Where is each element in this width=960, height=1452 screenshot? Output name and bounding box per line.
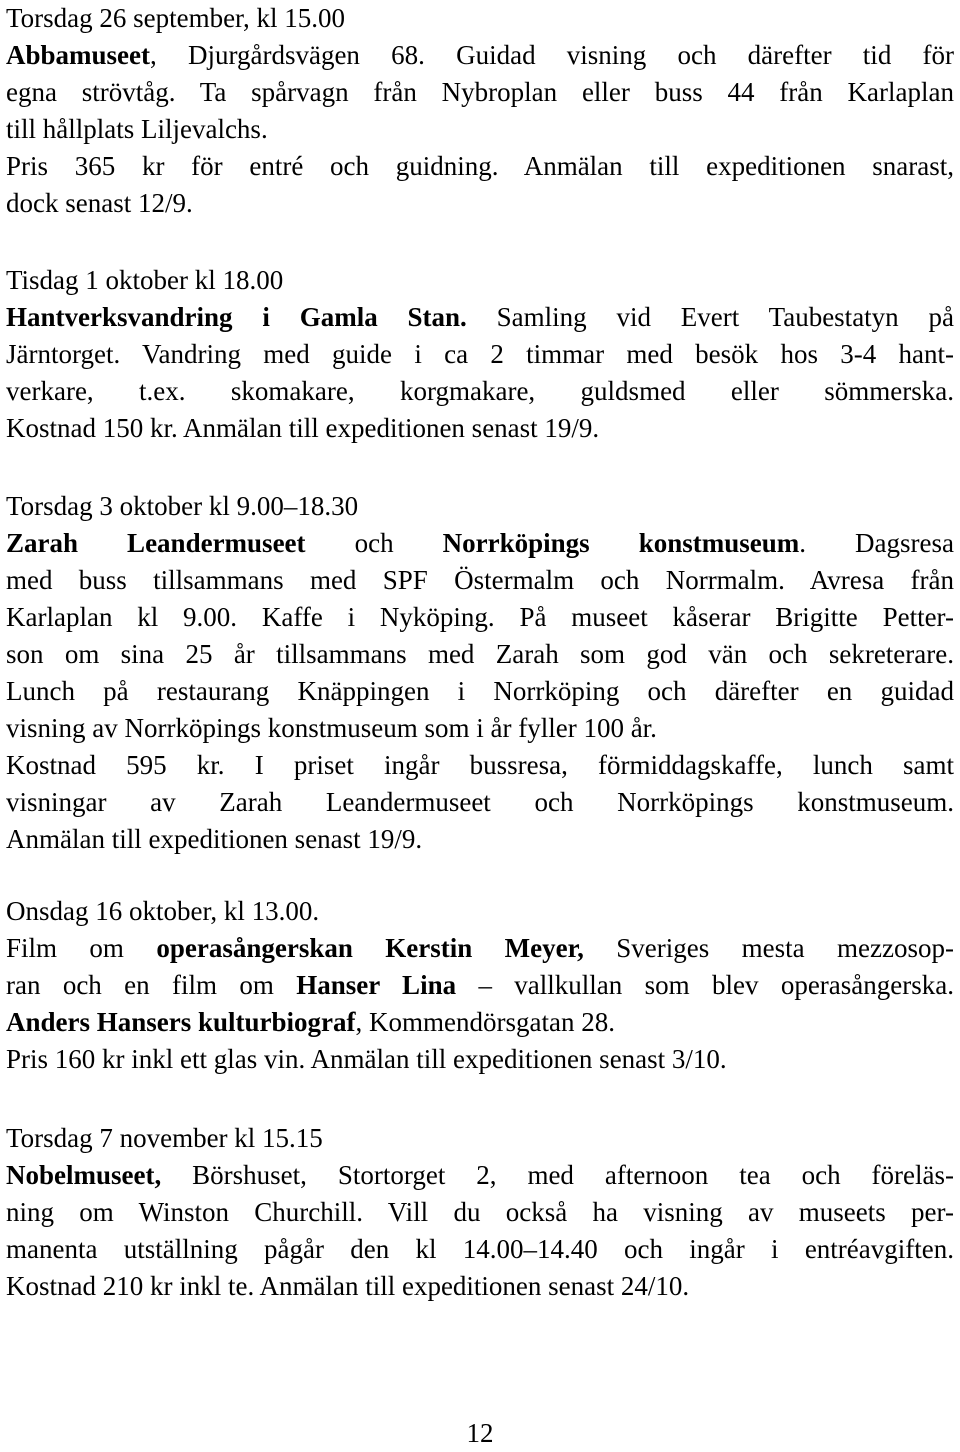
event-text-line: dock senast 12/9. bbox=[6, 188, 193, 218]
event-text-line: med buss tillsammans med SPF Östermalm och Norrmalm. Avresa från bbox=[6, 565, 954, 595]
event-text-line: till hållplats Liljevalchs. bbox=[6, 114, 268, 144]
event-date: Tisdag 1 oktober kl 18.00 bbox=[6, 265, 284, 295]
event-text-line: Kostnad 595 kr. I priset ingår bussresa, förmiddagskaffe, lunch samt bbox=[6, 750, 954, 780]
event-text-line: Anders Hansers kulturbiograf, Kommendörsgatan 28. bbox=[6, 1007, 615, 1037]
page-number: 12 bbox=[466, 1418, 494, 1448]
event-date: Torsdag 26 september, kl 15.00 bbox=[6, 3, 345, 33]
event-text-line: Kostnad 210 kr inkl te. Anmälan till expeditionen senast 24/10. bbox=[6, 1271, 690, 1301]
event-text-line: Hantverksvandring i Gamla Stan. Samling vid Evert Taubestatyn på bbox=[6, 302, 954, 332]
event-place: Norrköpings konstmuseum bbox=[442, 528, 800, 558]
event-text-line: son om sina 25 år tillsammans med Zarah som god vän och sekreterare. bbox=[6, 639, 954, 669]
event-title: operasångerskan Kerstin Meyer, bbox=[156, 933, 584, 963]
event-date: Torsdag 7 november kl 15.15 bbox=[6, 1123, 323, 1153]
event-text-line: Anmälan till expeditionen senast 19/9. bbox=[6, 824, 423, 854]
event-text-line: manenta utställning pågår den kl 14.00–14.40 och ingår i entréavgiften. bbox=[6, 1234, 954, 1264]
event-place: Zarah Leandermuseet bbox=[6, 528, 306, 558]
event-text-line: visningar av Zarah Leandermuseet och Norrköpings konstmuseum. bbox=[6, 787, 954, 817]
event-title: Hanser Lina bbox=[296, 970, 457, 1000]
event-text-line: ran och en film om Hanser Lina – vallkullan som blev operasångerska. bbox=[6, 970, 954, 1000]
event-text-line: verkare, t.ex. skomakare, korgmakare, guldsmed eller sömmerska. bbox=[6, 376, 954, 406]
event-text-line: Lunch på restaurang Knäppingen i Norrköping och därefter en guidad bbox=[6, 676, 954, 706]
event-text-line: Pris 365 kr för entré och guidning. Anmälan till expeditionen snarast, bbox=[6, 151, 954, 181]
event-title: Hantverksvandring i Gamla Stan. bbox=[6, 302, 467, 332]
event-text-line: Kostnad 150 kr. Anmälan till expeditionen senast 19/9. bbox=[6, 413, 600, 443]
event-place: Nobelmuseet, bbox=[6, 1160, 162, 1190]
event-text-line: Film om operasångerskan Kerstin Meyer, Sveriges mesta mezzosop- bbox=[6, 933, 954, 963]
event-text-line: Pris 160 kr inkl ett glas vin. Anmälan till expeditionen senast 3/10. bbox=[6, 1044, 727, 1074]
event-text-line: Zarah Leandermuseet och Norrköpings konstmuseum. Dagsresa bbox=[6, 528, 955, 558]
event-text-line: Nobelmuseet, Börshuset, Stortorget 2, med afternoon tea och föreläs- bbox=[6, 1160, 954, 1190]
event-date: Torsdag 3 oktober kl 9.00–18.30 bbox=[6, 491, 359, 521]
event-text-line: egna strövtåg. Ta spårvagn från Nybroplan eller buss 44 från Karlaplan bbox=[6, 77, 954, 107]
event-text-line: Järntorget. Vandring med guide i ca 2 timmar med besök hos 3-4 hant- bbox=[6, 339, 954, 369]
event-date: Onsdag 16 oktober, kl 13.00. bbox=[6, 896, 320, 926]
event-text-line: Abbamuseet, Djurgårdsvägen 68. Guidad visning och därefter tid för bbox=[6, 40, 954, 70]
event-text-line: Karlaplan kl 9.00. Kaffe i Nyköping. På museet kåserar Brigitte Petter- bbox=[6, 602, 954, 632]
event-place: Abbamuseet bbox=[6, 40, 151, 70]
event-place: Anders Hansers kulturbiograf bbox=[6, 1007, 356, 1037]
event-text-line: ning om Winston Churchill. Vill du också ha visning av museets per- bbox=[6, 1197, 954, 1227]
event-text-line: visning av Norrköpings konstmuseum som i år fyller 100 år. bbox=[6, 713, 657, 743]
